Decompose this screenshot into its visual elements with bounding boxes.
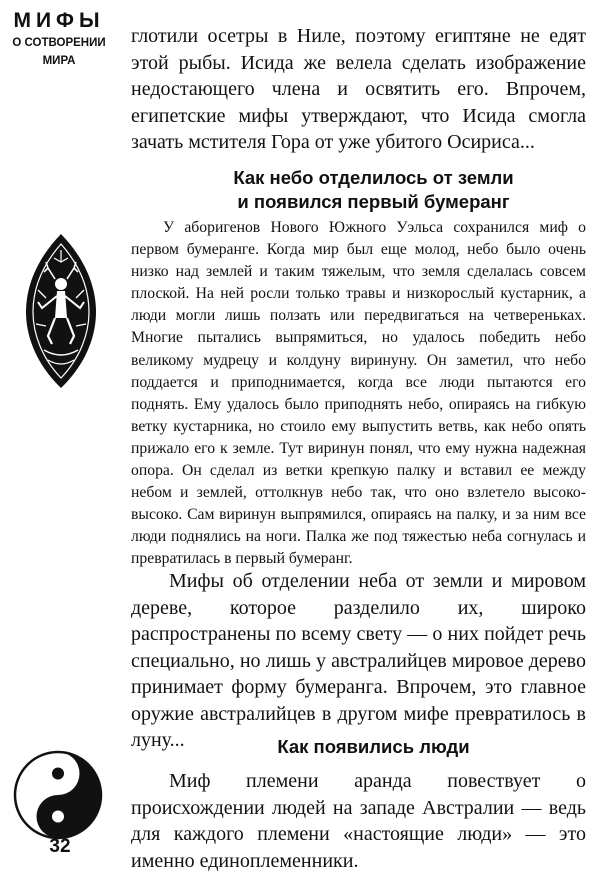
page-number: 32	[49, 836, 71, 857]
running-header	[0, 8, 118, 70]
aranda-paragraph: Миф племени аранда повествует о происхождении людей на западе Австралии — ведь для каждого племени «настоящие люди» — это именно единоплеменники.	[131, 770, 586, 872]
boomerang-story-paragraph: У аборигенов Нового Южного Уэльса сохранился миф о первом бумеранге. Когда мир был еще молод, небо было очень низко над землей и таким тяжелым, что земля сделалась совсем плоской. На ней росли только травы и низкорослый кустарник, а люди могли лишь ползать или передвигаться на четвереньках. Многие пытались выпрямиться, но удалось победить небо великому мудрецу и колдуну виринуну. Он заметил, что небо поддается и приподнимается, когда все люди пытаются его поднять. Ему удалось было приподнять небо, опираясь на гибкую ветку кустарника, но стоило ему выпустить ветвь, как небо опять прижало его к земле. Тут виринун понял, что ему нужна надежная опора. Он сделал из ветки крепкую палку и вставил ее между небом и землей, оттолкнув небо так, что оно взлетело высоко-высоко. Сам виринун выпрямился, опираясь на палку, и за ним все люди поднялись на ноги. Палка же под тяжестью неба согнулась и превратилась в первый бумеранг.	[131, 219, 586, 568]
aboriginal-shield-illustration	[24, 232, 98, 390]
header-subtitle-line1: О СОТВОРЕНИИ	[12, 37, 106, 49]
header-subtitle-line2: МИРА	[42, 55, 76, 67]
section1-title-line1: Как небо отделилось от земли	[233, 167, 514, 188]
section2-heading	[131, 735, 586, 759]
section1-heading	[131, 166, 586, 214]
header-title: МИФЫ	[13, 9, 105, 32]
opening-paragraph: глотили осетры в Ниле, поэтому египтяне не едят этой рыбы. Исида же велела сделать изображение недостающего члена и освятить его. Впрочем, египетские мифы утверждают, что Исида смогла зачать мстителя Гора от уже убитого Осириса...	[131, 25, 586, 153]
section1-title-line2: и появился первый бумеранг	[237, 191, 510, 212]
world-tree-paragraph: Мифы об отделении неба от земли и мировом дереве, которое разделило их, широко распространены по всему свету — о них пойдет речь специально, но лишь у австралийцев мировое дерево принимает форму бумеранга. Впрочем, это главное оружие австралийцев в другом мифе превратилось в луну...	[131, 570, 586, 751]
yin-yang-icon	[13, 750, 103, 840]
section2-title: Как появились люди	[277, 736, 470, 757]
